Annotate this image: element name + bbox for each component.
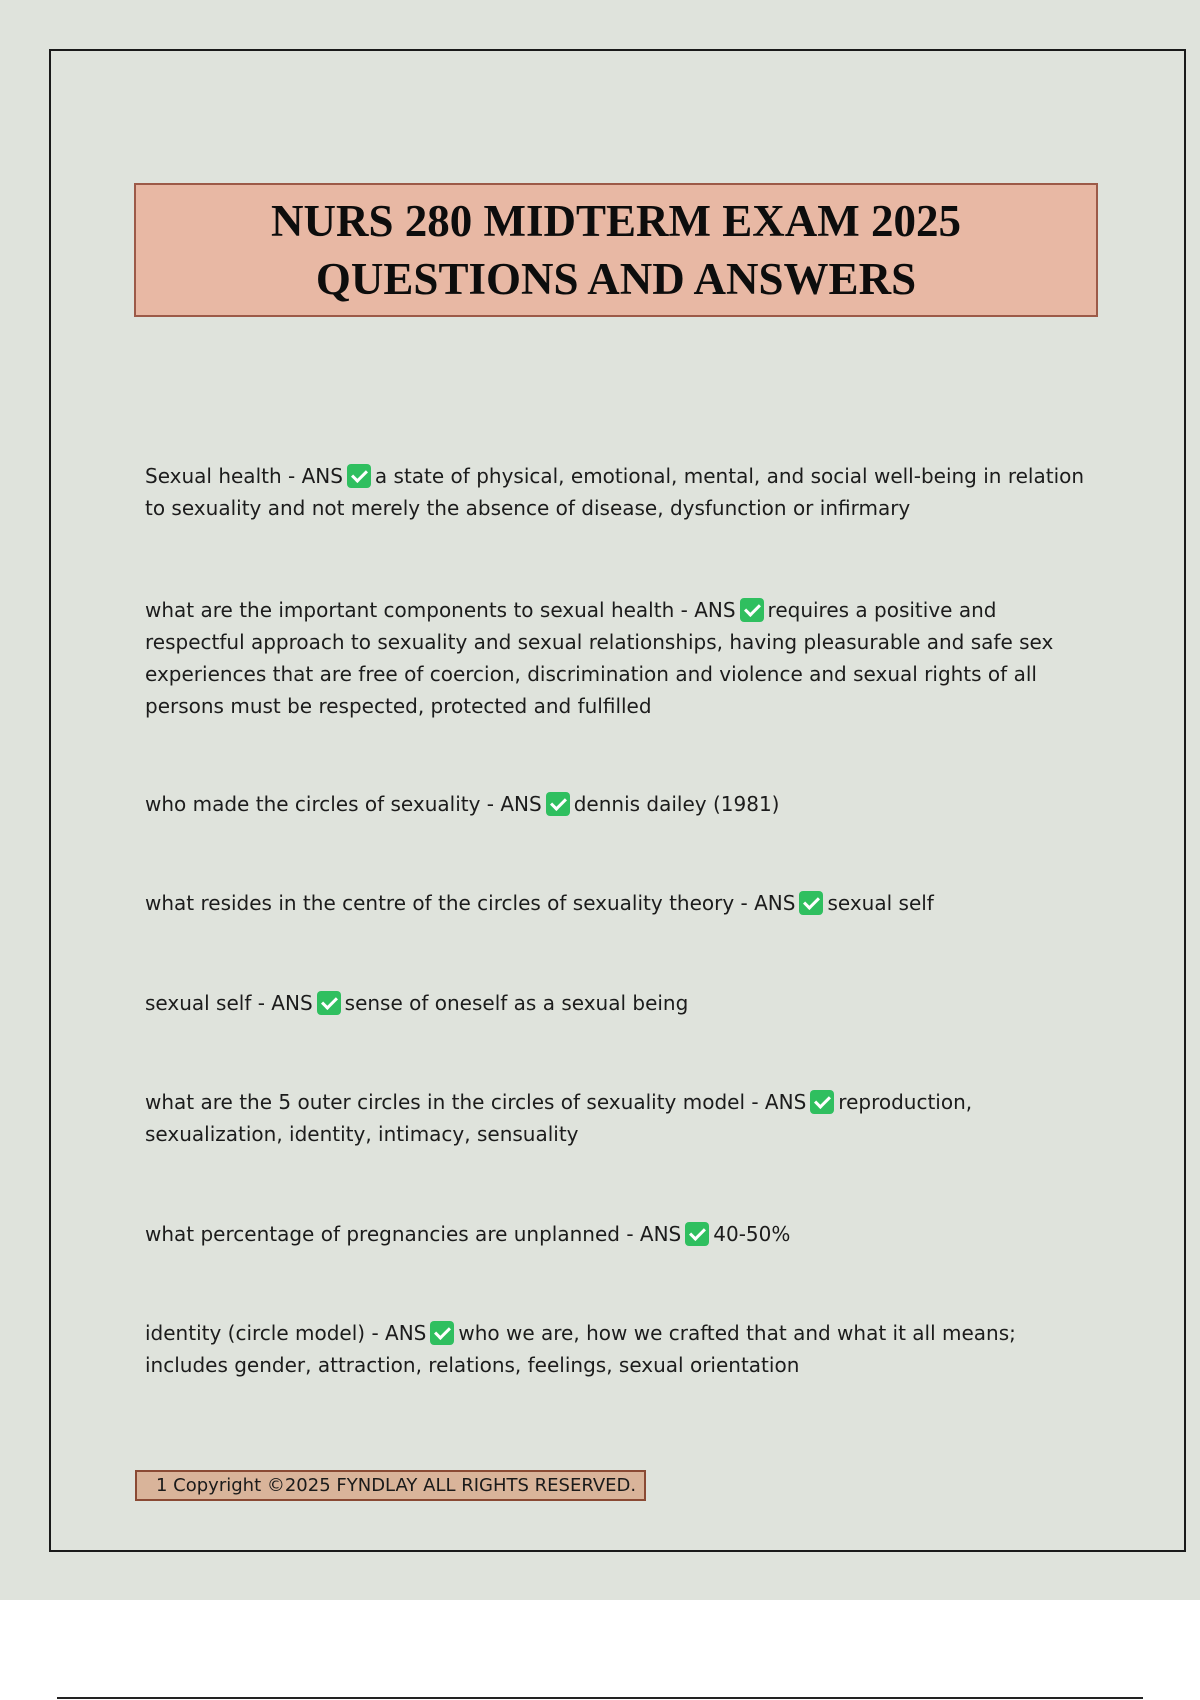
qa-item <box>145 788 1095 820</box>
copyright-footer: 1 Copyright ©2025 FYNDLAY ALL RIGHTS RESERVED. <box>135 1470 646 1501</box>
question-text: what resides in the centre of the circles of sexuality theory - ANS <box>145 891 796 915</box>
qa-item <box>145 1317 1095 1381</box>
answer-text: sense of oneself as a sexual being <box>344 991 689 1015</box>
bottom-divider <box>57 1697 1143 1699</box>
check-mark-icon <box>685 1222 709 1246</box>
qa-item <box>145 887 1095 919</box>
check-mark-icon <box>430 1321 454 1345</box>
check-mark-icon <box>740 598 764 622</box>
question-text: Sexual health - ANS <box>145 464 343 488</box>
qa-item <box>145 987 1095 1019</box>
qa-item <box>145 1086 1095 1150</box>
question-text: who made the circles of sexuality - ANS <box>145 792 542 816</box>
question-text: what are the 5 outer circles in the circles of sexuality model - ANS <box>145 1090 807 1114</box>
title-line-1: NURS 280 MIDTERM EXAM 2025 <box>271 196 961 246</box>
answer-text: requires a positive and respectful approach to sexuality and sexual relationships, having pleasurable and safe sex experiences that are free of coercion, discrimination and violence and sexual rights of all persons must be respected, protected and fulfilled <box>145 598 1054 718</box>
check-mark-icon <box>347 464 371 488</box>
question-text: what percentage of pregnancies are unplanned - ANS <box>145 1222 682 1246</box>
check-mark-icon <box>546 792 570 816</box>
question-text: what are the important components to sexual health - ANS <box>145 598 736 622</box>
qa-item <box>145 594 1095 722</box>
question-text: identity (circle model) - ANS <box>145 1321 427 1345</box>
answer-text: who we are, how we crafted that and what it all means; includes gender, attraction, relations, feelings, sexual orientation <box>145 1321 1016 1377</box>
answer-text: sexual self <box>827 891 934 915</box>
qa-item <box>145 460 1095 524</box>
title-line-2: QUESTIONS AND ANSWERS <box>315 254 917 304</box>
title-banner <box>134 183 1098 317</box>
answer-text: a state of physical, emotional, mental, and social well-being in relation to sexuality and not merely the absence of disease, dysfunction or infirmary <box>145 464 1085 520</box>
answer-text: dennis dailey (1981) <box>573 792 780 816</box>
question-text: sexual self - ANS <box>145 991 313 1015</box>
check-mark-icon <box>799 891 823 915</box>
check-mark-icon <box>810 1090 834 1114</box>
qa-item <box>145 1218 1095 1250</box>
answer-text: 40-50% <box>713 1222 791 1246</box>
check-mark-icon <box>317 991 341 1015</box>
answer-text: reproduction, sexualization, identity, intimacy, sensuality <box>145 1090 973 1146</box>
